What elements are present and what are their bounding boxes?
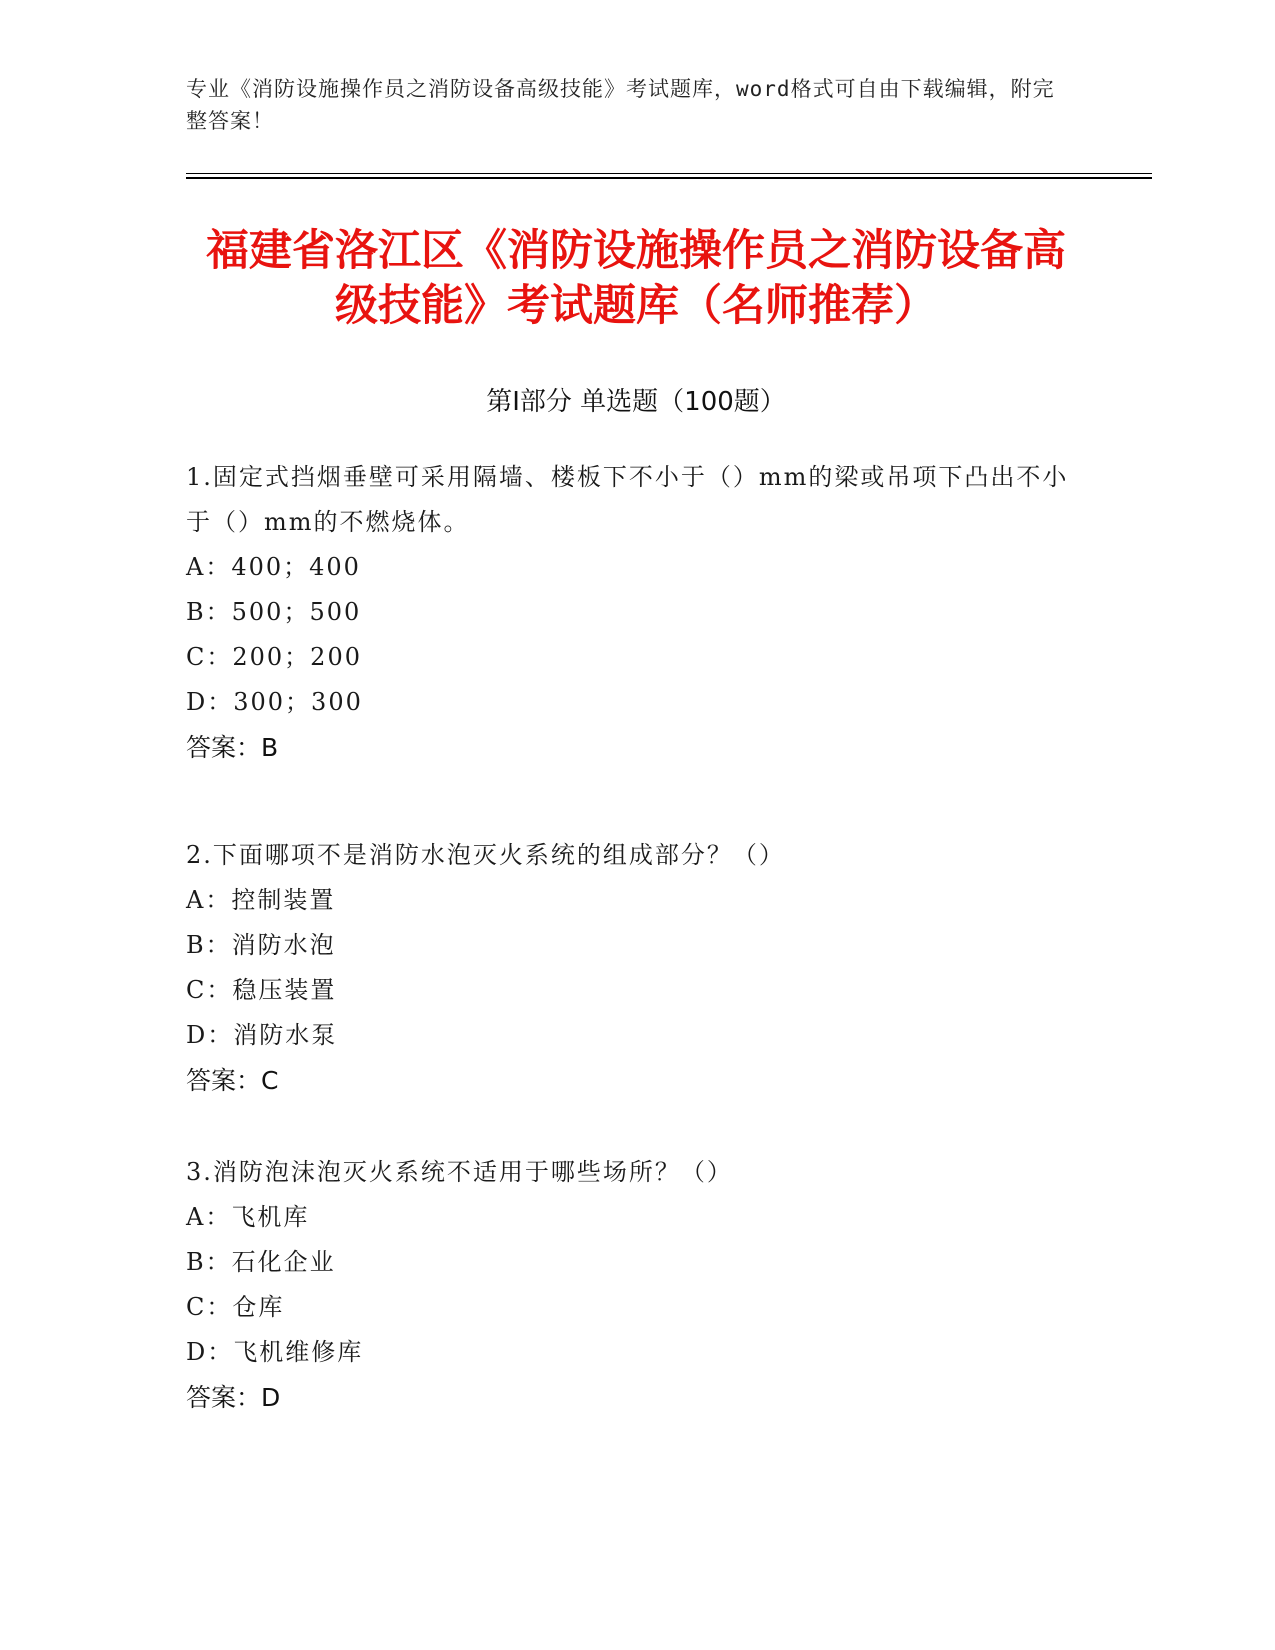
header-divider-thin [186, 173, 1152, 174]
question-1 [186, 455, 1086, 770]
option-a: A：400；400 [186, 553, 361, 581]
answer-line: 答案：B [186, 733, 279, 762]
answer-line: 答案：C [186, 1066, 279, 1095]
question-stem: 1.固定式挡烟垂壁可采用隔墙、楼板下不小于（）mm的梁或吊项下凸出不小于（）mm的不燃烧体。 [186, 463, 1069, 536]
document-title: 福建省洛江区《消防设施操作员之消防设备高级技能》考试题库（名师推荐） [206, 226, 1066, 331]
question-2 [186, 833, 1086, 1103]
option-b: B：石化企业 [186, 1248, 336, 1276]
option-b: B：消防水泡 [186, 931, 336, 959]
option-d: D：300；300 [186, 688, 363, 716]
option-c: C：稳压装置 [186, 976, 337, 1004]
option-b: B：500；500 [186, 598, 362, 626]
option-d: D：飞机维修库 [186, 1338, 364, 1366]
question-3 [186, 1150, 1086, 1420]
section-title: 第I部分 单选题（100题） [486, 387, 786, 417]
option-c: C：仓库 [186, 1293, 285, 1321]
option-d: D：消防水泵 [186, 1021, 338, 1049]
answer-line: 答案：D [186, 1383, 281, 1412]
option-a: A：控制装置 [186, 886, 336, 914]
question-stem: 3.消防泡沫泡灭火系统不适用于哪些场所？（） [186, 1158, 733, 1186]
option-c: C：200；200 [186, 643, 362, 671]
header-note: 专业《消防设施操作员之消防设备高级技能》考试题库，word格式可自由下载编辑，附完整答案！ [186, 77, 1055, 133]
header-divider-thick [186, 177, 1152, 179]
question-stem: 2.下面哪项不是消防水泡灭火系统的组成部分？（） [186, 841, 785, 869]
option-a: A：飞机库 [186, 1203, 310, 1231]
